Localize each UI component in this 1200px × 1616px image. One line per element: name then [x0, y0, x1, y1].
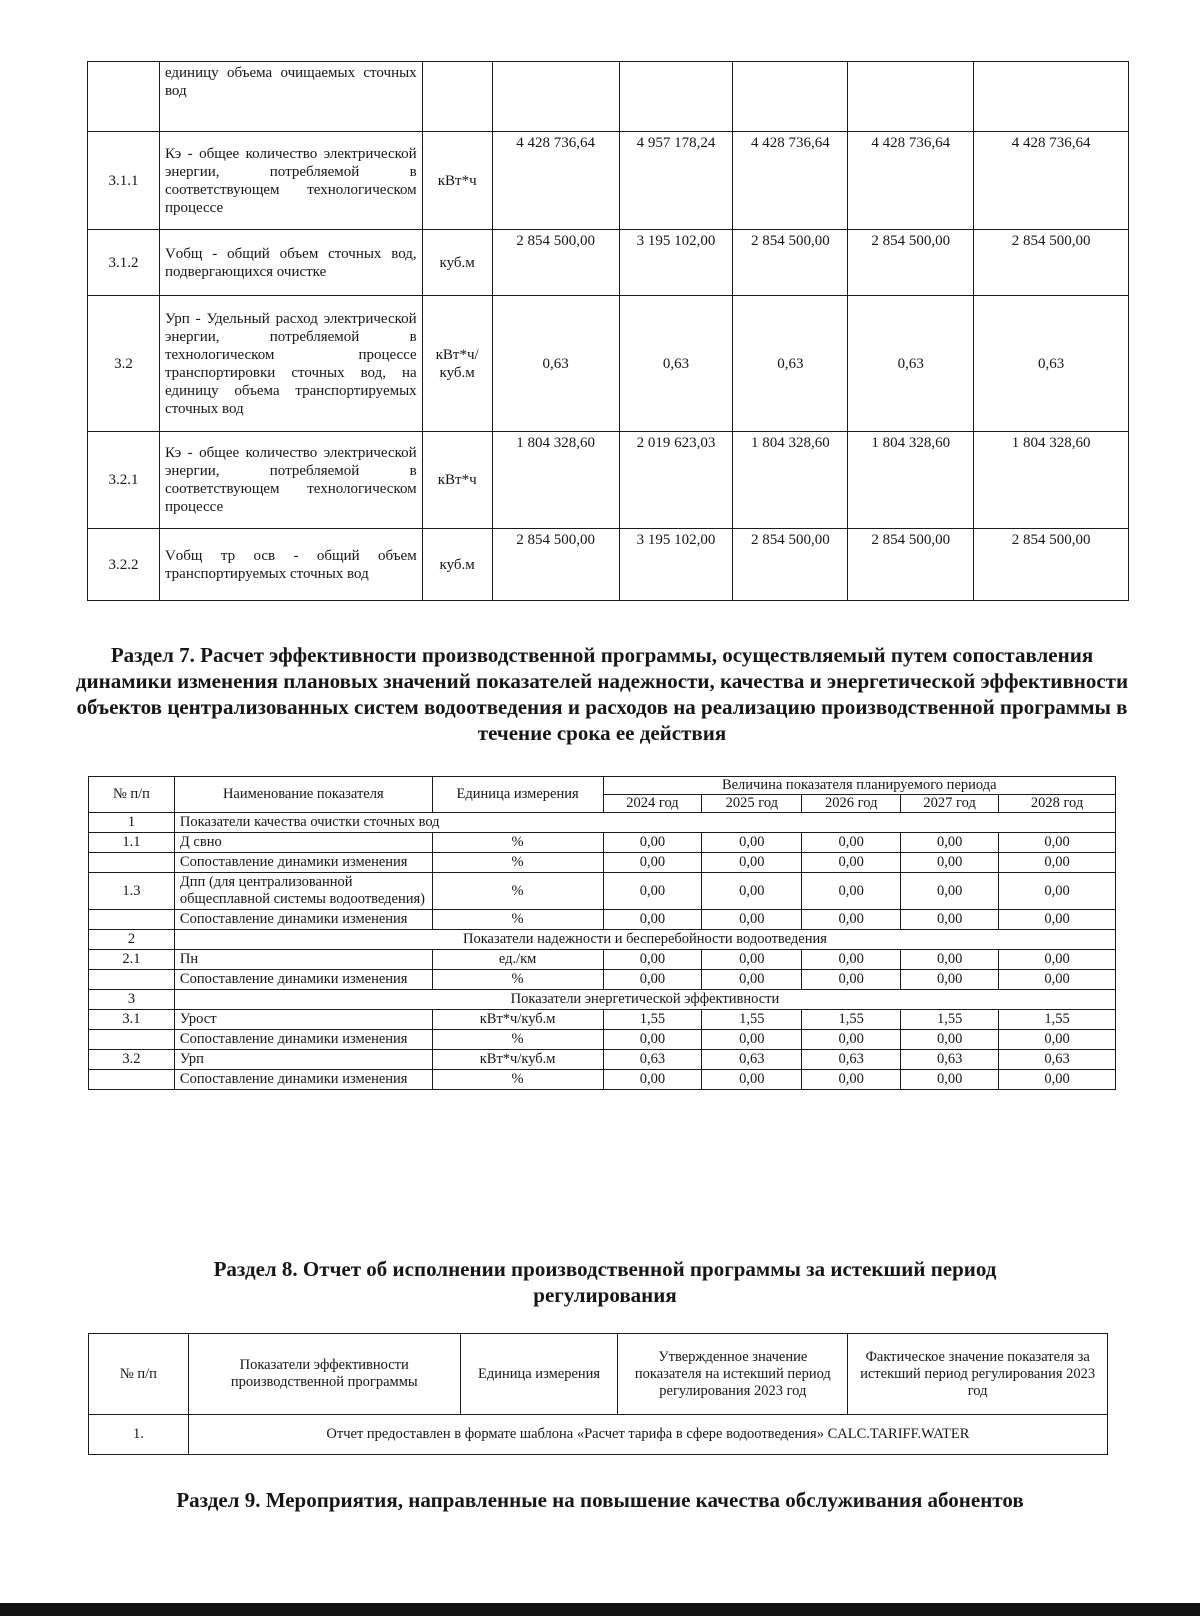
value-cell: 0,00: [999, 1030, 1116, 1050]
value-cell: 0,63: [974, 296, 1129, 432]
table-row: [88, 529, 1129, 601]
unit: куб.м: [422, 230, 492, 296]
value-cell: 0,00: [999, 970, 1116, 990]
value-cell: 1,55: [999, 1010, 1116, 1030]
section-8-heading: Раздел 8. Отчет об исполнении производственной программы за истекший период регулирования: [213, 1257, 997, 1307]
value-cell: 0,00: [702, 853, 802, 873]
col-header-name: Наименование показателя: [174, 777, 432, 813]
value-cell: 2 854 500,00: [848, 230, 974, 296]
value-cell: 1,55: [802, 1010, 901, 1030]
table-row: [89, 1030, 1116, 1050]
value-cell: 2 019 623,03: [619, 432, 733, 529]
indicator-name: Vобщ тр осв - общий объем транспортируемых сточных вод: [159, 529, 422, 601]
table-row: [89, 873, 1116, 910]
table-row: [89, 1010, 1116, 1030]
efficiency-table: [88, 776, 1116, 1090]
value-cell: 0,00: [901, 950, 999, 970]
indicator-name: Сопоставление динамики изменения: [174, 1030, 432, 1050]
scan-edge: [0, 1603, 1200, 1616]
value-cell: 4 428 736,64: [974, 132, 1129, 230]
indicator-name: Дпп (для централизованной общесплавной системы водоотведения): [174, 873, 432, 910]
value-cell: 4 957 178,24: [619, 132, 733, 230]
value-cell: 2 854 500,00: [492, 529, 619, 601]
value-cell: 0,00: [802, 970, 901, 990]
value-cell: 0,00: [901, 1030, 999, 1050]
indicator-name: Сопоставление динамики изменения: [174, 970, 432, 990]
group-title: Показатели надежности и бесперебойности водоотведения: [174, 930, 1115, 950]
value-cell: 1 804 328,60: [733, 432, 848, 529]
table-row: [89, 950, 1116, 970]
row-num: 1.1: [89, 833, 175, 853]
indicators-table-continued: [87, 61, 1129, 601]
value-cell: 0,00: [999, 853, 1116, 873]
unit: %: [432, 833, 603, 853]
value-cell: 3 195 102,00: [619, 230, 733, 296]
group-row: [89, 990, 1116, 1010]
col-header-approved: Утвержденное значение показателя на истекший период регулирования 2023 год: [618, 1334, 848, 1415]
row-num: [89, 853, 175, 873]
value-cell: 2 854 500,00: [974, 230, 1129, 296]
indicator-name: Урп: [174, 1050, 432, 1070]
indicator-name: Кэ - общее количество электрической энергии, потребляемой в соответствующем технологическом процессе: [159, 432, 422, 529]
col-header-actual: Фактическое значение показателя за истекший период регулирования 2023 год: [848, 1334, 1108, 1415]
value-cell: 1 804 328,60: [974, 432, 1129, 529]
row-num: 1.3: [89, 873, 175, 910]
value-cell: 0,00: [702, 970, 802, 990]
value-cell: 0,00: [802, 1030, 901, 1050]
report-table: [88, 1333, 1108, 1455]
table-row: [89, 1070, 1116, 1090]
value-cell: 2 854 500,00: [974, 529, 1129, 601]
row-num: 3.1.1: [88, 132, 160, 230]
value-cell: 0,63: [619, 296, 733, 432]
value-cell: 4 428 736,64: [848, 132, 974, 230]
year-header: 2026 год: [802, 795, 901, 813]
value-cell: 0,00: [901, 853, 999, 873]
value-cell: 0,00: [603, 873, 702, 910]
value-cell: 1 804 328,60: [492, 432, 619, 529]
table-row: [89, 1415, 1108, 1455]
value-cell: 0,00: [999, 950, 1116, 970]
unit: куб.м: [422, 529, 492, 601]
group-title: Показатели энергетической эффективности: [174, 990, 1115, 1010]
group-title: Показатели качества очистки сточных вод: [174, 813, 1115, 833]
value-cell: 0,00: [702, 1030, 802, 1050]
col-header-period: Величина показателя планируемого периода: [603, 777, 1115, 795]
col-header-unit: Единица измерения: [432, 777, 603, 813]
value-cell: 0,63: [901, 1050, 999, 1070]
value-cell: 0,00: [603, 1070, 702, 1090]
value-cell: 2 854 500,00: [848, 529, 974, 601]
value-cell: 1 804 328,60: [848, 432, 974, 529]
table-header-row: [89, 1334, 1108, 1415]
report-note: Отчет предоставлен в формате шаблона «Расчет тарифа в сфере водоотведения» CALC.TARIFF.WATER: [188, 1415, 1107, 1455]
row-num: 2.1: [89, 950, 175, 970]
value-cell: 3 195 102,00: [619, 529, 733, 601]
indicator-name: Сопоставление динамики изменения: [174, 853, 432, 873]
table-row: [88, 132, 1129, 230]
unit: %: [432, 1030, 603, 1050]
value-cell: 1,55: [702, 1010, 802, 1030]
col-header-num: № п/п: [89, 1334, 189, 1415]
row-num: [89, 970, 175, 990]
value-cell: 0,00: [802, 1070, 901, 1090]
value-cell: 0,00: [802, 853, 901, 873]
section-7-heading: Раздел 7. Расчет эффективности производственной программы, осуществляемый путем сопоставления динамики изменения плановых значений показателей надежности, качества и энергетической эффективности объектов централизованных систем водоотведения и расходов на реализацию производственной программы в течение срока ее действия: [75, 643, 1129, 745]
value-cell: 0,63: [702, 1050, 802, 1070]
table-row: [88, 62, 1129, 132]
value-cell: 0,00: [802, 950, 901, 970]
value-cell: 0,00: [702, 873, 802, 910]
value-cell: 0,00: [901, 873, 999, 910]
value-cell: 2 854 500,00: [733, 529, 848, 601]
row-num: 2: [89, 930, 175, 950]
row-num: 1: [89, 813, 175, 833]
table-row: [89, 853, 1116, 873]
indicator-name: Урост: [174, 1010, 432, 1030]
value-cell: 2 854 500,00: [492, 230, 619, 296]
indicator-name: Кэ - общее количество электрической энергии, потребляемой в соответствующем технологическом процессе: [159, 132, 422, 230]
value-cell: 4 428 736,64: [733, 132, 848, 230]
unit: %: [432, 1070, 603, 1090]
table-row: [88, 296, 1129, 432]
value-cell: 0,00: [999, 910, 1116, 930]
unit: %: [432, 910, 603, 930]
row-num: 3.1: [89, 1010, 175, 1030]
indicator-name: Сопоставление динамики изменения: [174, 910, 432, 930]
value-cell: 0,00: [603, 950, 702, 970]
value-cell: 0,63: [999, 1050, 1116, 1070]
row-num: [89, 1070, 175, 1090]
row-num: 3.1.2: [88, 230, 160, 296]
value-cell: 0,00: [702, 950, 802, 970]
row-num: 3.2.1: [88, 432, 160, 529]
value-cell: 0,00: [999, 1070, 1116, 1090]
group-row: [89, 813, 1116, 833]
table-row: [89, 910, 1116, 930]
value-cell: 0,00: [802, 873, 901, 910]
indicator-name: Д свно: [174, 833, 432, 853]
table-row: [89, 970, 1116, 990]
table-row: [88, 432, 1129, 529]
value-cell: 0,00: [603, 853, 702, 873]
row-num: [89, 910, 175, 930]
year-header: 2024 год: [603, 795, 702, 813]
col-header-num: № п/п: [89, 777, 175, 813]
value-cell: 0,00: [901, 833, 999, 853]
value-cell: 0,00: [603, 1030, 702, 1050]
value-cell: 0,63: [733, 296, 848, 432]
unit: %: [432, 970, 603, 990]
row-num: 1.: [89, 1415, 189, 1455]
indicator-name: Сопоставление динамики изменения: [174, 1070, 432, 1090]
indicator-name: Пн: [174, 950, 432, 970]
value-cell: 0,00: [802, 833, 901, 853]
value-cell: 0,63: [492, 296, 619, 432]
value-cell: 1,55: [901, 1010, 999, 1030]
table-row: [89, 833, 1116, 853]
unit: %: [432, 873, 603, 910]
row-num: 3.2: [89, 1050, 175, 1070]
col-header-name: Показатели эффективности производственной программы: [188, 1334, 460, 1415]
table-row: [89, 1050, 1116, 1070]
value-cell: 0,00: [802, 910, 901, 930]
value-cell: 0,00: [999, 833, 1116, 853]
value-cell: 0,00: [702, 1070, 802, 1090]
value-cell: 0,00: [901, 1070, 999, 1090]
year-header: 2025 год: [702, 795, 802, 813]
unit: ед./км: [432, 950, 603, 970]
unit: %: [432, 853, 603, 873]
year-header: 2028 год: [999, 795, 1116, 813]
row-num: 3.2: [88, 296, 160, 432]
value-cell: 2 854 500,00: [733, 230, 848, 296]
value-cell: 0,63: [848, 296, 974, 432]
group-row: [89, 930, 1116, 950]
unit: кВт*ч/куб.м: [432, 1010, 603, 1030]
continued-indicator-name: единицу объема очищаемых сточных вод: [159, 62, 422, 132]
row-num: [89, 1030, 175, 1050]
table-row: [88, 230, 1129, 296]
indicator-name: Vобщ - общий объем сточных вод, подвергающихся очистке: [159, 230, 422, 296]
table-header-row: [89, 777, 1116, 795]
unit: кВт*ч: [422, 432, 492, 529]
section-9-heading: Раздел 9. Мероприятия, направленные на повышение качества обслуживания абонентов: [176, 1488, 1024, 1512]
col-header-unit: Единица измерения: [460, 1334, 618, 1415]
value-cell: 0,00: [702, 833, 802, 853]
indicator-name: Урп - Удельный расход электрической энергии, потребляемой в технологическом процессе транспортировки сточных вод, на единицу объема транспортируемых сточных вод: [159, 296, 422, 432]
unit: кВт*ч: [422, 132, 492, 230]
value-cell: 0,00: [603, 910, 702, 930]
value-cell: 4 428 736,64: [492, 132, 619, 230]
value-cell: 0,63: [603, 1050, 702, 1070]
value-cell: 0,00: [901, 970, 999, 990]
year-header: 2027 год: [901, 795, 999, 813]
row-num: 3.2.2: [88, 529, 160, 601]
row-num: 3: [89, 990, 175, 1010]
unit: кВт*ч/куб.м: [422, 296, 492, 432]
value-cell: 0,00: [901, 910, 999, 930]
value-cell: 0,63: [802, 1050, 901, 1070]
value-cell: 0,00: [702, 910, 802, 930]
value-cell: 1,55: [603, 1010, 702, 1030]
unit: кВт*ч/куб.м: [432, 1050, 603, 1070]
value-cell: 0,00: [603, 970, 702, 990]
value-cell: 0,00: [999, 873, 1116, 910]
value-cell: 0,00: [603, 833, 702, 853]
